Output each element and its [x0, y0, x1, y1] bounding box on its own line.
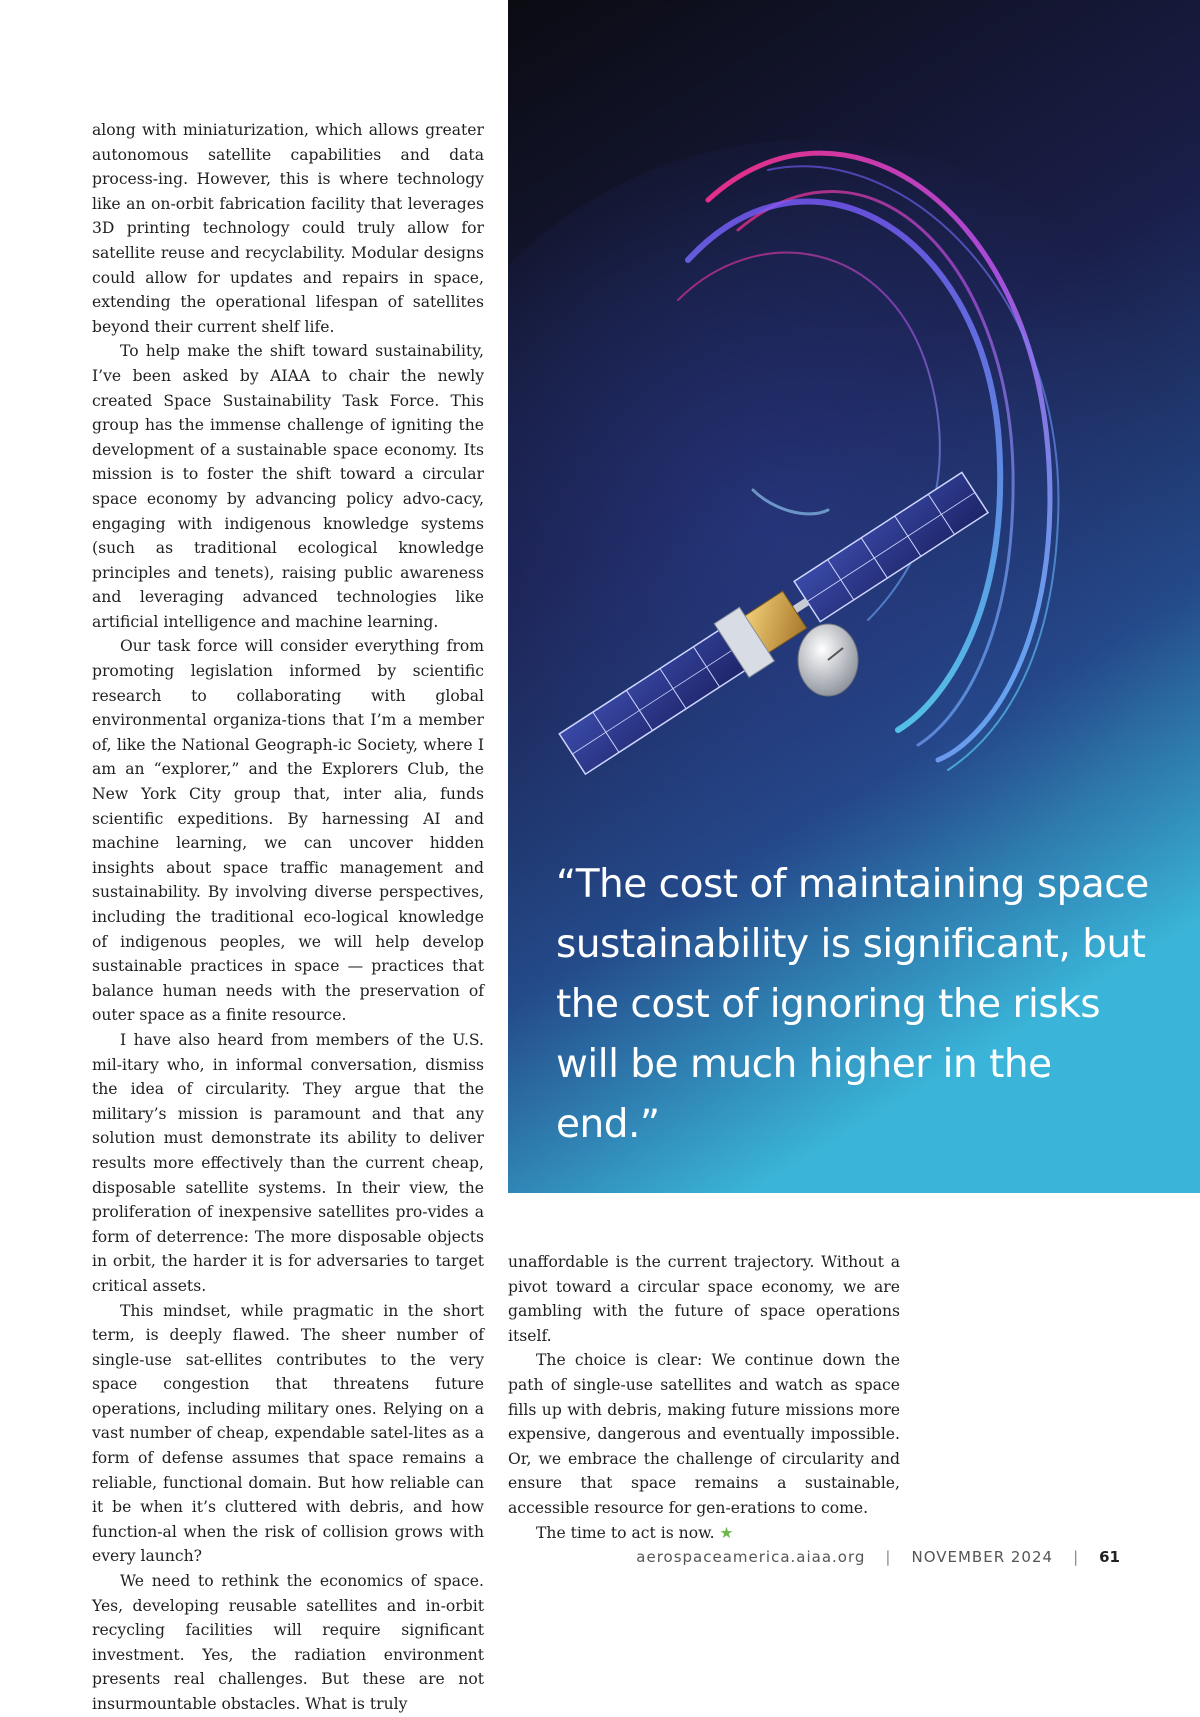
satellite-illustration [508, 0, 1200, 1193]
end-mark-star-icon: ★ [719, 1523, 734, 1542]
paragraph: unaffordable is the current trajectory. Without a pivot toward a circular space economy, we are gambling with the future of space operations itself. [508, 1253, 900, 1345]
closing-paragraph [508, 1521, 900, 1546]
footer-issue-date: NOVEMBER 2024 [911, 1548, 1054, 1566]
paragraph: along with miniaturization, which allows greater autonomous satellite capabilities and data process-ing. However, this is where technology like an on-orbit fabrication facility that leverages 3D printing technology could truly allow for satellite reuse and recyclability. Modular designs could allow for updates and repairs in space, extending the operational lifespan of satellites beyond their current shelf life. [92, 121, 484, 336]
pull-quote: “The cost of maintaining space sustainability is significant, but the cost of ignoring the risks will be much higher in the end.” [556, 862, 1149, 1147]
left-text-column [92, 118, 484, 1717]
footer-separator: | [885, 1548, 892, 1566]
right-text-column [508, 1250, 900, 1545]
paragraph: This mindset, while pragmatic in the short term, is deeply flawed. The sheer number of single-use sat-ellites contributes to the very space congestion that threatens future operations, including military ones. Relying on a vast number of cheap, expendable satel-lites as a form of defense assumes that space remains a reliable, functional domain. But how reliable can it be when it’s cluttered with debris, and how function-al when the risk of collision grows with every launch? [92, 1301, 484, 1566]
closing-text: The time to act is now. [536, 1523, 715, 1542]
paragraph: The choice is clear: We continue down the path of single-use satellites and watch as space fills up with debris, making future missions more expensive, dangerous and eventually impossible. Or, we embrace the challenge of circularity and ensure that space remains a sustainable, accessible resource for gen-erations to come. [508, 1351, 900, 1517]
paragraph: I have also heard from members of the U.S. mil-itary who, in informal conversation, dismiss the idea of circularity. They argue that the military’s mission is paramount and that any solution must demonstrate its ability to deliver results more effectively than the current cheap, disposable satellite systems. In their view, the proliferation of inexpensive satellites pro-vides a form of deterrence: The more disposable objects in orbit, the harder it is for adversaries to target critical assets. [92, 1030, 484, 1295]
paragraph: We need to rethink the economics of space. Yes, developing reusable satellites and in-orbit recycling facilities will require significant investment. Yes, the radiation environment presents real challenges. But these are not insurmountable obstacles. What is truly [92, 1572, 484, 1713]
page-footer [620, 1548, 1120, 1566]
footer-site-url: aerospaceamerica.aiaa.org [636, 1548, 866, 1566]
paragraph: To help make the shift toward sustainability, I’ve been asked by AIAA to chair the newly created Space Sustainability Task Force. This group has the immense challenge of igniting the development of a sustainable space economy. Its mission is to foster the shift toward a circular space economy by advancing policy advo-cacy, engaging with indigenous knowledge systems (such as traditional ecological knowledge principles and tenets), raising public awareness and leveraging advanced technologies like artificial intelligence and machine learning. [92, 342, 484, 631]
paragraph: Our task force will consider everything from promoting legislation informed by scientific research to collaborating with global environmental organiza-tions that I’m a member of, like the National Geograph-ic Society, where I am an “explorer,” and the Explorers Club, the New York City group that, inter alia, funds scientific expeditions. By harnessing AI and machine learning, we can uncover hidden insights about space traffic management and sustainability. By involving diverse perspectives, including the traditional eco-logical knowledge of indigenous peoples, we will help develop sustainable practices in space — practices that balance human needs with the preservation of outer space as a finite resource. [92, 637, 484, 1025]
footer-separator: | [1073, 1548, 1080, 1566]
page-number: 61 [1099, 1548, 1120, 1566]
